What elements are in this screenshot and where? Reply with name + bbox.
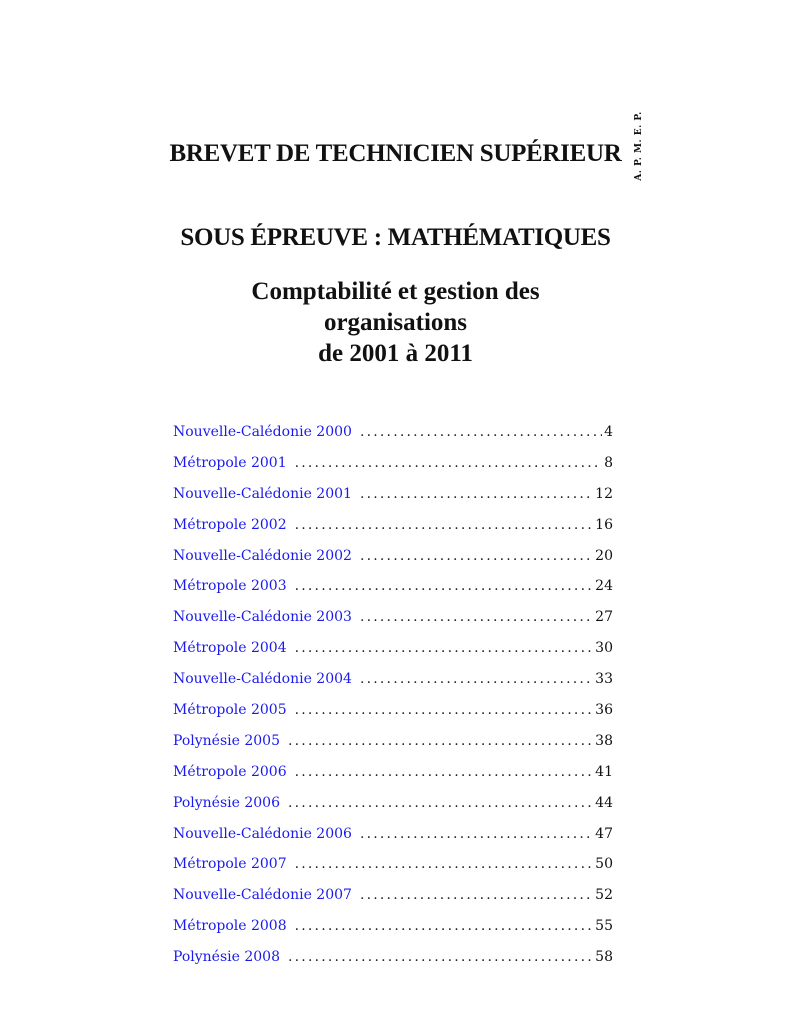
toc-page-number: 27	[595, 609, 613, 626]
toc-entry[interactable]	[173, 795, 613, 826]
toc-link[interactable]: Métropole 2006	[173, 763, 287, 780]
toc-link[interactable]: Métropole 2008	[173, 918, 287, 935]
toc-entry[interactable]	[173, 949, 613, 980]
toc-link[interactable]: Métropole 2001	[173, 454, 287, 471]
toc-link[interactable]: Polynésie 2006	[173, 794, 280, 811]
toc-leader-dots	[288, 795, 593, 811]
toc-leader-dots	[295, 640, 594, 656]
toc-page-number: 8	[604, 454, 613, 471]
table-of-contents	[173, 424, 613, 980]
toc-leader-dots	[360, 671, 593, 687]
toc-page-number: 50	[595, 856, 613, 873]
toc-page-number: 4	[604, 424, 613, 440]
toc-link[interactable]: Métropole 2004	[173, 640, 287, 657]
toc-entry[interactable]	[173, 609, 613, 640]
toc-link[interactable]: Nouvelle-Calédonie 2003	[173, 609, 352, 626]
toc-entry[interactable]	[173, 517, 613, 548]
toc-link[interactable]: Métropole 2007	[173, 856, 287, 873]
toc-page-number: 55	[595, 918, 613, 935]
toc-leader-dots	[295, 702, 594, 718]
toc-page-number: 36	[595, 702, 613, 719]
toc-entry[interactable]	[173, 548, 613, 579]
toc-page-number: 47	[595, 825, 613, 842]
document-subtitle: SOUS ÉPREUVE : MATHÉMATIQUES	[180, 224, 611, 251]
course-title-line: organisations	[323, 309, 468, 336]
toc-leader-dots	[360, 548, 593, 564]
toc-leader-dots	[295, 764, 594, 780]
toc-entry[interactable]	[173, 640, 613, 671]
toc-link[interactable]: Polynésie 2008	[173, 949, 280, 966]
toc-leader-dots	[295, 856, 594, 872]
toc-page-number: 24	[595, 578, 613, 595]
toc-link[interactable]: Nouvelle-Calédonie 2001	[173, 485, 352, 502]
toc-leader-dots	[360, 826, 593, 842]
toc-entry[interactable]	[173, 918, 613, 949]
toc-entry[interactable]	[173, 764, 613, 795]
toc-entry[interactable]	[173, 486, 613, 517]
toc-leader-dots	[295, 517, 594, 533]
toc-leader-dots	[360, 609, 593, 625]
toc-link[interactable]: Nouvelle-Calédonie 2004	[173, 671, 352, 688]
toc-leader-dots	[288, 733, 593, 749]
toc-link[interactable]: Nouvelle-Calédonie 2006	[173, 825, 352, 842]
toc-entry[interactable]	[173, 671, 613, 702]
toc-page-number: 16	[595, 516, 613, 533]
toc-entry[interactable]	[173, 578, 613, 609]
toc-leader-dots	[360, 887, 593, 903]
toc-page-number: 52	[595, 887, 613, 904]
toc-entry[interactable]	[173, 733, 613, 764]
toc-entry[interactable]	[173, 826, 613, 857]
toc-page-number: 41	[595, 763, 613, 780]
toc-leader-dots	[295, 455, 602, 471]
side-label-text: A. P. M. E. P.	[634, 111, 644, 181]
toc-link[interactable]: Métropole 2003	[173, 578, 287, 595]
toc-page-number: 58	[595, 949, 613, 966]
toc-link[interactable]: Nouvelle-Calédonie 2000	[173, 424, 352, 440]
toc-page-number: 30	[595, 640, 613, 657]
toc-link[interactable]: Nouvelle-Calédonie 2007	[173, 887, 352, 904]
course-title-line: de 2001 à 2011	[318, 340, 473, 367]
toc-entry[interactable]	[173, 702, 613, 733]
course-title-line: Comptabilité et gestion des	[251, 278, 540, 305]
document-title: BREVET DE TECHNICIEN SUPÉRIEUR	[169, 140, 622, 167]
toc-leader-dots	[360, 424, 602, 440]
toc-leader-dots	[288, 949, 593, 965]
toc-entry[interactable]	[173, 424, 613, 455]
toc-leader-dots	[295, 918, 594, 934]
toc-link[interactable]: Polynésie 2005	[173, 732, 280, 749]
toc-entry[interactable]	[173, 455, 613, 486]
toc-entry[interactable]	[173, 887, 613, 918]
toc-link[interactable]: Nouvelle-Calédonie 2002	[173, 547, 352, 564]
toc-page-number: 12	[595, 485, 613, 502]
toc-link[interactable]: Métropole 2005	[173, 702, 287, 719]
toc-leader-dots	[295, 578, 594, 594]
toc-page-number: 20	[595, 547, 613, 564]
toc-entry[interactable]	[173, 856, 613, 887]
toc-page-number: 44	[595, 794, 613, 811]
toc-page-number: 38	[595, 732, 613, 749]
toc-link[interactable]: Métropole 2002	[173, 516, 287, 533]
toc-page-number: 33	[595, 671, 613, 688]
course-title	[0, 276, 791, 369]
toc-leader-dots	[360, 486, 593, 502]
